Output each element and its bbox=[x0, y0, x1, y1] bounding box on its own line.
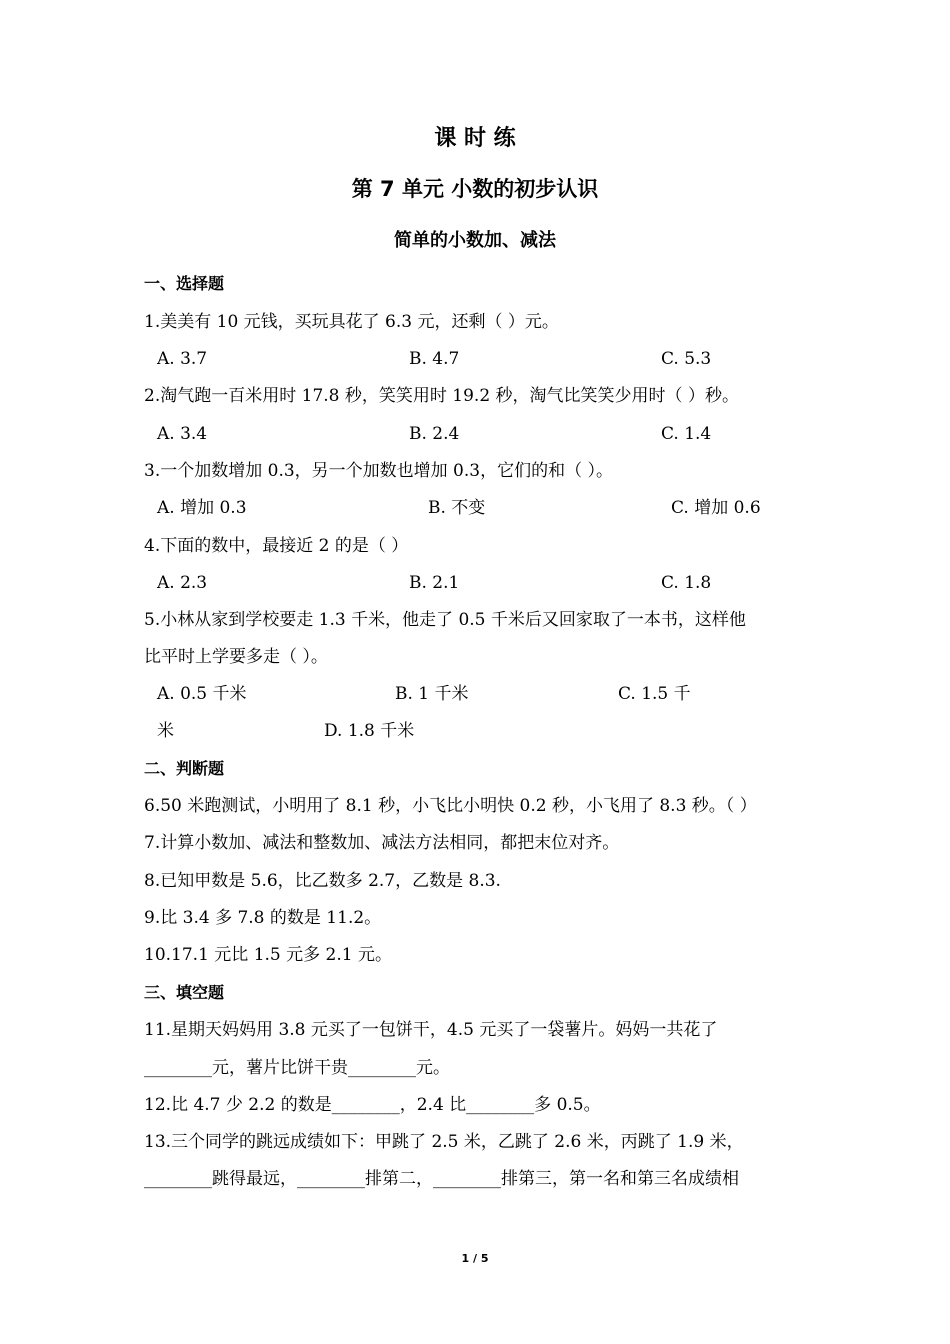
question-3-option-a: A. 增加 0.3 bbox=[157, 498, 247, 518]
question-5-option-b: B. 1 千米 bbox=[395, 684, 469, 704]
question-2-option-b: B. 2.4 bbox=[409, 424, 460, 444]
question-6: 6.50 米跑测试，小明用了 8.1 秒，小飞比小明快 0.2 秒，小飞用了 8.3 秒。（ ） bbox=[144, 796, 757, 816]
page-number: 1 / 5 bbox=[461, 1252, 489, 1265]
question-3: 3.一个加数增加 0.3，另一个加数也增加 0.3，它们的和（ ）。 bbox=[144, 461, 614, 481]
question-5-line-2: 比平时上学要多走（ ）。 bbox=[144, 647, 328, 667]
section-judge-heading: 二、判断题 bbox=[144, 759, 225, 778]
question-3-option-b: B. 不变 bbox=[428, 498, 486, 518]
page-title: 课 时 练 bbox=[434, 126, 516, 151]
question-5-option-c-cont: 米 bbox=[157, 721, 174, 741]
question-4-option-b: B. 2.1 bbox=[409, 573, 460, 593]
question-9: 9.比 3.4 多 7.8 的数是 11.2。 bbox=[144, 908, 382, 928]
question-7: 7.计算小数加、减法和整数加、减法方法相同，都把末位对齐。 bbox=[144, 833, 620, 853]
lesson-title: 简单的小数加、减法 bbox=[394, 230, 556, 251]
question-3-option-c: C. 增加 0.6 bbox=[671, 498, 761, 518]
question-11-line-1: 11.星期天妈妈用 3.8 元买了一包饼干，4.5 元买了一袋薯片。妈妈一共花了 bbox=[144, 1020, 718, 1040]
unit-title: 第 7 单元 小数的初步认识 bbox=[351, 177, 599, 201]
question-5-option-d: D. 1.8 千米 bbox=[324, 721, 415, 741]
question-10: 10.17.1 元比 1.5 元多 2.1 元。 bbox=[144, 945, 392, 965]
question-11-line-2: ________元，薯片比饼干贵________元。 bbox=[144, 1058, 450, 1078]
question-1-option-a: A. 3.7 bbox=[157, 349, 208, 369]
question-4-option-c: C. 1.8 bbox=[661, 573, 712, 593]
section-fill-heading: 三、填空题 bbox=[144, 983, 225, 1002]
question-2-option-c: C. 1.4 bbox=[661, 424, 712, 444]
question-12: 12.比 4.7 少 2.2 的数是________，2.4 比________多 0.5。 bbox=[144, 1095, 601, 1115]
question-4: 4.下面的数中，最接近 2 的是（ ） bbox=[144, 536, 409, 556]
question-1-option-c: C. 5.3 bbox=[661, 349, 712, 369]
question-4-option-a: A. 2.3 bbox=[157, 573, 208, 593]
question-5-option-c: C. 1.5 千 bbox=[618, 684, 691, 704]
question-5-line-1: 5.小林从家到学校要走 1.3 千米，他走了 0.5 千米后又回家取了一本书，这样他 bbox=[144, 610, 746, 630]
question-13-line-2: ________跳得最远，________排第二，________排第三，第一名和第三名成绩相 bbox=[144, 1169, 739, 1189]
question-2-option-a: A. 3.4 bbox=[157, 424, 208, 444]
section-choice-heading: 一、选择题 bbox=[144, 274, 225, 293]
question-1: 1.美美有 10 元钱，买玩具花了 6.3 元，还剩（ ）元。 bbox=[144, 312, 559, 332]
question-8: 8.已知甲数是 5.6，比乙数多 2.7，乙数是 8.3. bbox=[144, 871, 501, 891]
question-1-option-b: B. 4.7 bbox=[409, 349, 460, 369]
question-13-line-1: 13.三个同学的跳远成绩如下：甲跳了 2.5 米，乙跳了 2.6 米，丙跳了 1.9 米， bbox=[144, 1132, 744, 1152]
question-5-option-a: A. 0.5 千米 bbox=[157, 684, 247, 704]
question-2: 2.淘气跑一百米用时 17.8 秒，笑笑用时 19.2 秒，淘气比笑笑少用时（ ）秒。 bbox=[144, 386, 739, 406]
